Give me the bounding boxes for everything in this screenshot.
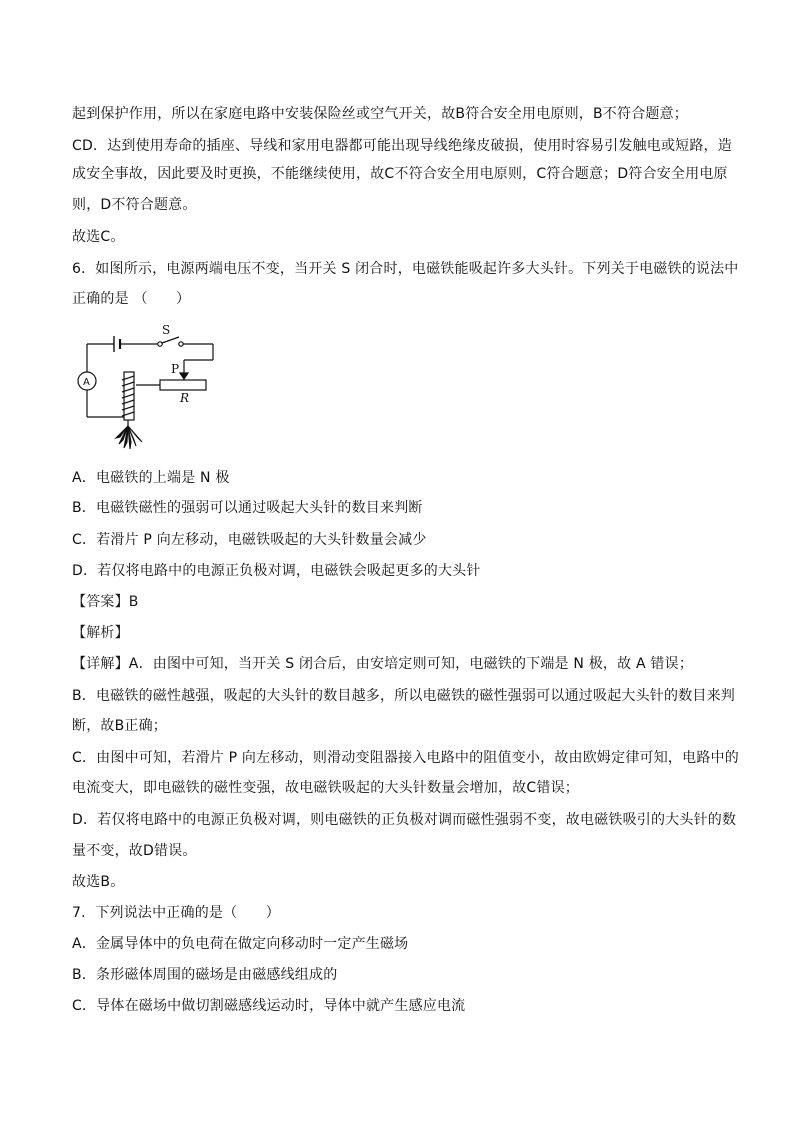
conclusion-line: 故选C。: [72, 229, 125, 245]
text-line: CD．达到使用寿命的插座、导线和家用电器都可能出现导线绝缘皮破损，使用时容易引发触电或短路，造: [72, 138, 732, 154]
option-a: A．电磁铁的上端是 N 极: [72, 470, 230, 486]
explanation-line: C．由图中可知，若滑片 P 向左移动，则滑动变阻器接入电路中的阻值变小，故由欧姆定律可知，电路中的: [72, 750, 739, 766]
slider-label: P: [171, 362, 180, 376]
option-c: C．若滑片 P 向左移动，电磁铁吸起的大头针数量会减少: [72, 532, 427, 548]
option-b: B．电磁铁磁性的强弱可以通过吸起大头针的数目来判断: [72, 500, 423, 516]
option-c: C．导体在磁场中做切割磁感线运动时，导体中就产生感应电流: [72, 998, 466, 1014]
explanation-line: B．电磁铁的磁性越强，吸起的大头针的数目越多，所以电磁铁的磁性强弱可以通过吸起大头针的数目来判: [72, 688, 736, 704]
conclusion-line: 故选B。: [72, 874, 125, 890]
resistor-label: R: [180, 391, 190, 405]
answer-label: 【答案】B: [72, 594, 139, 610]
analysis-label: 【解析】: [72, 625, 129, 641]
circuit-diagram: [72, 320, 232, 454]
question-7-stem: 7．下列说法中正确的是（ ）: [72, 905, 280, 921]
explanation-line: 量不变，故D错误。: [72, 843, 197, 859]
explanation-line: 电流变大，即电磁铁的磁性变强，故电磁铁吸起的大头针数量会增加，故C错误；: [72, 780, 579, 796]
option-a: A．金属导体中的负电荷在做定向移动时一定产生磁场: [72, 936, 409, 952]
question-6-stem: 正确的是 （ ）: [72, 291, 191, 307]
switch-label: S: [162, 323, 171, 337]
question-6-stem: 6．如图所示，电源两端电压不变，当开关 S 闭合时，电磁铁能吸起许多大头针。下列关于电磁铁的说法中: [72, 261, 739, 277]
explanation-line: D．若仅将电路中的电源正负极对调，则电磁铁的正负极对调而磁性强弱不变，故电磁铁吸引的大头针的数: [72, 812, 737, 828]
text-line: 则，D不符合题意。: [72, 197, 197, 213]
explanation-line: 【详解】A．由图中可知，当开关 S 闭合后，由安培定则可知，电磁铁的下端是 N 极，故 A 错误；: [72, 656, 694, 672]
option-d: D．若仅将电路中的电源正负极对调，电磁铁会吸起更多的大头针: [72, 563, 481, 579]
text-line: 成安全事故，因此要及时更换，不能继续使用，故C不符合安全用电原则，C符合题意；D符合安全用电原: [72, 166, 728, 182]
explanation-line: 断，故B正确；: [72, 718, 168, 734]
text-line: 起到保护作用，所以在家庭电路中安装保险丝或空气开关，故B符合安全用电原则，B不符合题意；: [72, 106, 689, 122]
ammeter-label: A: [83, 377, 90, 388]
option-b: B．条形磁体周围的磁场是由磁感线组成的: [72, 967, 338, 983]
